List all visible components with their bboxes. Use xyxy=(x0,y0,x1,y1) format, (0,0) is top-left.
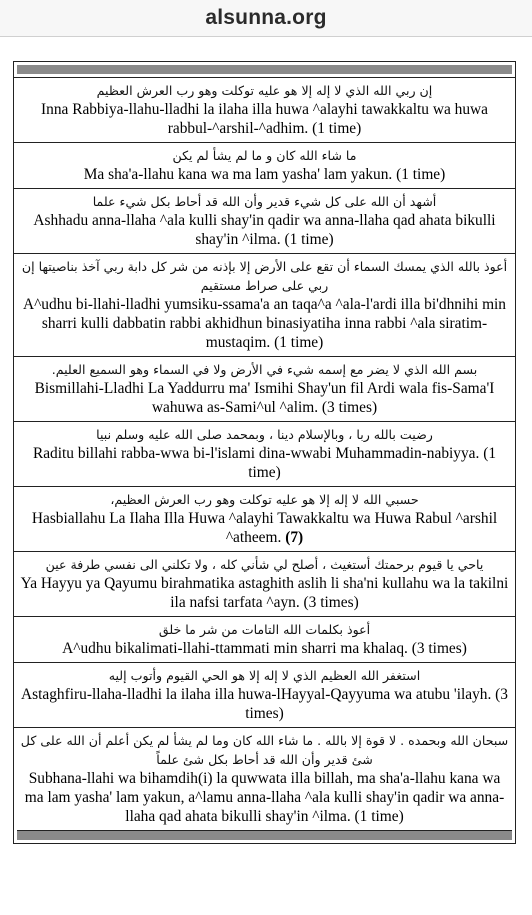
transliteration-text: Ashhadu anna-llaha ^ala kulli shay'in qadir wa anna-llaha qad ahata bikulli shay'in ^ilma. (1 time) xyxy=(33,212,496,248)
dua-row xyxy=(14,662,515,727)
arabic-text: استغفر الله العظيم الذي لا إله إلا هو الحي القيوم وأتوب إليه xyxy=(108,668,421,683)
transliteration-text: Subhana-llahi wa bihamdih(i) la quwwata illa billah, ma sha'a-llahu kana wa ma lam yasha' lam yakun, a^lamu anna-llaha ^ala kulli shay'in qadir wa anna-llaha qad ahata bikulli shay'in ^ilma. (1 time) xyxy=(24,770,505,825)
transliteration-text: Bismillahi-Lladhi La Yaddurru ma' Ismihi Shay'un fil Ardi wala fis-Sama'I wahuwa as-Sami^ul ^alim. (3 times) xyxy=(34,380,495,416)
transliteration-text: A^udhu bi-llahi-lladhi yumsiku-ssama'a an taqa^a ^ala-l'ardi illa bi'dhnihi min sharri kulli dabbatin rabbi akhidhun binasiyatiha inna rabbi ^ala siratim-mustaqim. (1 time) xyxy=(22,296,507,351)
transliteration-text: A^udhu bikalimati-llahi-ttammati min sharri ma khalaq. (3 times) xyxy=(62,640,467,657)
transliteration-text: Ma sha'a-llahu kana wa ma lam yasha' lam yakun. (1 time) xyxy=(83,166,446,183)
arabic-text: بسم الله الذي لا يضر مع إسمه شيء في الأرض ولا في السماء وهو السميع العليم. xyxy=(51,362,478,377)
address-bar[interactable] xyxy=(0,0,532,37)
dua-row xyxy=(14,486,515,551)
transliteration-text: Inna Rabbiya-llahu-lladhi la ilaha illa huwa ^alayhi tawakkaltu wa huwa rabbul-^arshil-^adhim. (1 time) xyxy=(41,101,488,137)
dua-row xyxy=(14,77,515,142)
table-bottom-bar xyxy=(17,830,512,840)
dua-row xyxy=(14,142,515,188)
arabic-text: حسبي الله لا إله إلا هو عليه توكلت وهو رب العرش العظيم، xyxy=(110,492,419,507)
transliteration-body: Hasbiallahu La Ilaha Illa Huwa ^alayhi Tawakkaltu wa Huwa Rabul ^arshil ^atheem. xyxy=(31,510,498,546)
dua-row xyxy=(14,727,515,830)
dua-row xyxy=(14,356,515,421)
arabic-text: رضيت بالله ربا ، وبالإسلام دينا ، وبمحمد صلى الله عليه وسلم نبيا xyxy=(96,427,433,442)
table-top-bar xyxy=(17,65,512,74)
dua-row xyxy=(14,551,515,616)
dua-row xyxy=(14,253,515,356)
dua-row xyxy=(14,421,515,486)
arabic-text: ياحي يا قيوم برحمتك أستغيث ، أصلح لي شأني كله ، ولا تكلني الى نفسي طرفة عين xyxy=(45,557,484,572)
page-content xyxy=(0,37,532,844)
transliteration-text: Ya Hayyu ya Qayumu birahmatika astaghith aslih li sha'ni kullahu wa la takilni ila nafsi tarfata ^ayn. (3 times) xyxy=(20,575,509,611)
arabic-text: أعوذ بالله الذي يمسك السماء أن تقع على الأرض إلا بإذنه من شر كل دابة ربي آخذ بناصيتها إن ربي على صراط مستقيم xyxy=(21,259,508,293)
dua-table xyxy=(13,61,516,844)
transliteration-text xyxy=(20,509,509,547)
site-url[interactable]: alsunna.org xyxy=(205,6,327,29)
transliteration-text: Raditu billahi rabba-wwa bi-l'islami dina-wwabi Muhammadin-nabiyya. (1 time) xyxy=(32,445,497,481)
transliteration-text: Astaghfiru-llaha-lladhi la ilaha illa huwa-lHayyal-Qayyuma wa atubu 'ilayh. (3 times) xyxy=(21,686,508,722)
arabic-text: ما شاء الله كان و ما لم يشأ لم يكن xyxy=(172,148,357,163)
arabic-text: إن ربي الله الذي لا إله إلا هو عليه توكلت وهو رب العرش العظيم xyxy=(96,83,433,98)
arabic-text: أعوذ بكلمات الله التامات من شر ما خلق xyxy=(158,622,371,637)
arabic-text: أشهد أن الله على كل شيء قدير وأن الله قد أحاط بكل شيء علما xyxy=(92,194,437,209)
arabic-text: سبحان الله وبحمده . لا قوة إلا بالله . ما شاء الله كان وما لم يشأ لم يكن أعلم أن الله على كل شئ قدير وأن الله قد أحاط بكل شئ علماً xyxy=(20,733,509,767)
dua-row xyxy=(14,188,515,253)
repeat-count: (7) xyxy=(285,529,304,546)
dua-row xyxy=(14,616,515,662)
